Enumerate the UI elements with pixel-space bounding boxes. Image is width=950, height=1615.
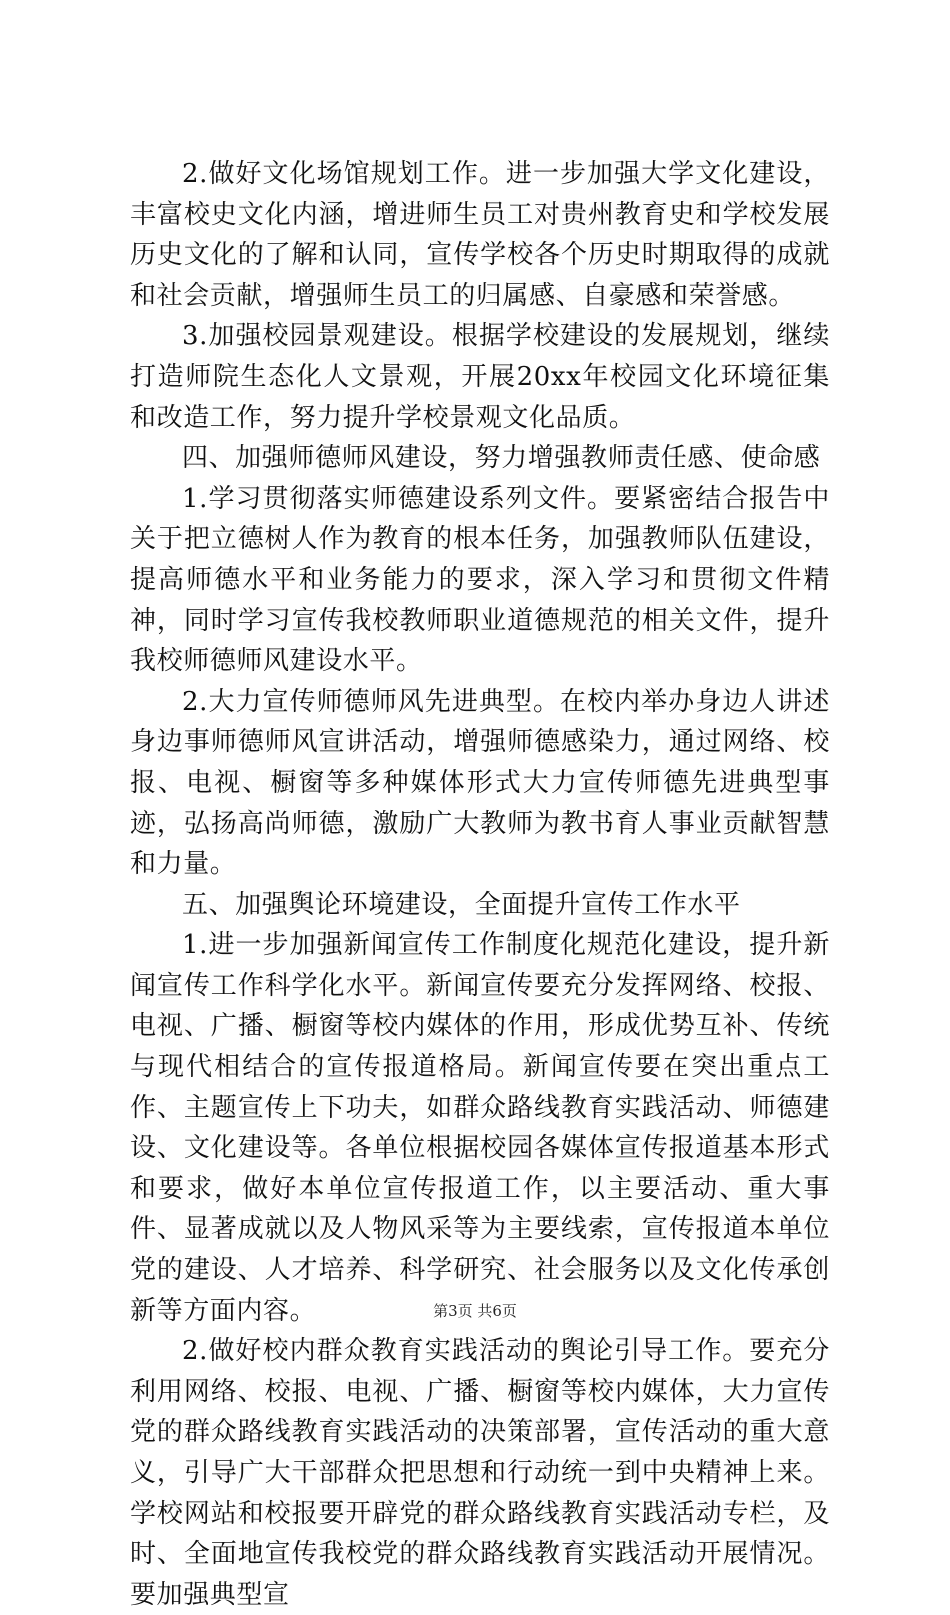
paragraph-opinion-guidance: 2.做好校内群众教育实践活动的舆论引导工作。要充分利用网络、校报、电视、广播、橱窗等校内媒体，大力宣传党的群众路线教育实践活动的决策部署，宣传活动的重大意义，引导广大干部群众把思想和行动统一到中央精神上来。学校网站和校报要开辟党的群众路线教育实践活动专栏，及时、全面地宣传我校党的群众路线教育实践活动开展情况。要加强典型宣 <box>130 1336 830 1610</box>
section-heading-teacher-ethics: 四、加强师德师风建设，努力增强教师责任感、使命感 <box>182 443 821 474</box>
paragraph-ethics-models: 2.大力宣传师德师风先进典型。在校内举办身边人讲述身边事师德师风宣讲活动，增强师德感染力，通过网络、校报、电视、橱窗等多种媒体形式大力宣传师德先进典型事迹，弘扬高尚师德，激励广大教师为教书育人事业贡献智慧和力量。 <box>130 686 830 880</box>
paragraph-news-publicity: 1.进一步加强新闻宣传工作制度化规范化建设，提升新闻宣传工作科学化水平。新闻宣传要充分发挥网络、校报、电视、广播、橱窗等校内媒体的作用，形成优势互补、传统与现代相结合的宣传报道格局。新闻宣传要在突出重点工作、主题宣传上下功夫，如群众路线教育实践活动、师德建设、文化建设等。各单位根据校园各媒体宣传报道基本形式和要求，做好本单位宣传报道工作，以主要活动、重大事件、显著成就以及人物风采等为主要线索，宣传报道本单位党的建设、人才培养、科学研究、社会服务以及文化传承创新等方面内容。 <box>130 930 830 1326</box>
paragraph-ethics-documents: 1.学习贯彻落实师德建设系列文件。要紧密结合报告中关于把立德树人作为教育的根本任务，加强教师队伍建设，提高师德水平和业务能力的要求，深入学习和贯彻文件精神，同时学习宣传我校教师职业道德规范的相关文件，提升我校师德师风建设水平。 <box>130 483 830 677</box>
paragraph-culture-venue-planning: 2.做好文化场馆规划工作。进一步加强大学文化建设，丰富校史文化内涵，增进师生员工对贵州教育史和学校发展历史文化的了解和认同，宣传学校各个历史时期取得的成就和社会贡献，增强师生员工的归属感、自豪感和荣誉感。 <box>130 159 830 311</box>
page-number-footer: 第3页 共6页 <box>433 1302 517 1320</box>
paragraph-campus-landscape: 3.加强校园景观建设。根据学校建设的发展规划，继续打造师院生态化人文景观，开展20xx年校园文化环境征集和改造工作，努力提升学校景观文化品质。 <box>130 321 830 433</box>
section-heading-public-opinion: 五、加强舆论环境建设，全面提升宣传工作水平 <box>182 889 741 920</box>
document-body <box>130 154 830 1615</box>
